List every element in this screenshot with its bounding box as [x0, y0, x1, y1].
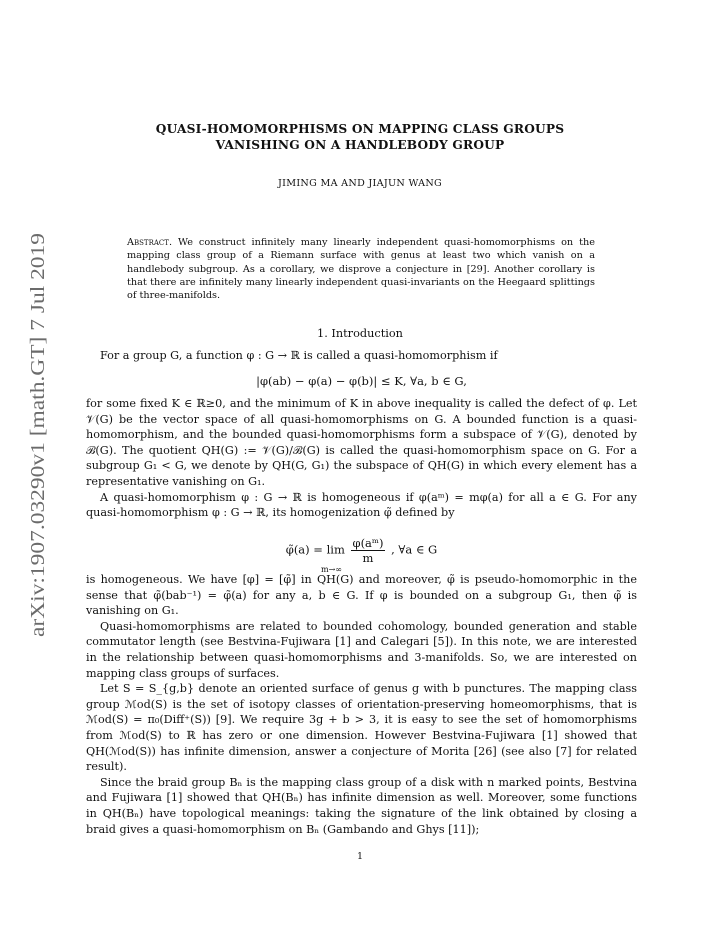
- arxiv-identifier-text: arXiv:1907.03290v1 [math.GT] 7 Jul 2019: [27, 292, 49, 637]
- equation-1: |φ(ab) − φ(a) − φ(b)| ≤ K, ∀a, b ∈ G,: [256, 374, 467, 388]
- paragraph-7-text: Since the braid group Bₙ is the mapping class group of a disk with n marked points, Bestvina and Fujiwara [1] showed that QH(Bₙ) has infinite dimension as well. Moreover, some functions in QH(Bₙ) have topological meanings: taking the signature of the link obtained by closing a braid gives a quasi-homomorphism on Bₙ (Gambando and Ghys [11]);: [86, 775, 637, 836]
- authors: JIMING MA AND JIAJUN WANG: [277, 178, 443, 189]
- paragraph-5-text: Quasi-homomorphisms are related to bounded cohomology, bounded generation and stable commutator length (see Bestvina-Fujiwara [1] and Calegari [5]). In this note, we are interested in the relationship between quasi-homomorphisms and 3-manifolds. So, we are interested on mapping class groups of surfaces.: [86, 619, 637, 680]
- abstract-text: We construct infinitely many linearly independent quasi-homomorphisms on the mapping class group of a Riemann surface with genus at least two which vanish on a handlebody subgroup. As a corollary, we disprove a conjecture in [29]. Another corollary is that there are infinitely many linearly independent quasi-invariants on the Heegaard splittings of three-manifolds.: [127, 237, 595, 302]
- page-number: 1: [356, 851, 364, 862]
- paragraph-4-text: is homogeneous. We have [φ] = [φ̃] in QH(G) and moreover, φ̃ is pseudo-homomorphic in the sense that φ̃(bab⁻¹) = φ̃(a) for any a, b ∈ G. If φ is bounded on a subgroup G₁, then φ̃ is vanishing on G₁.: [86, 573, 637, 618]
- paragraph-2-text: for some fixed K ∈ ℝ≥0, and the minimum of K in above inequality is called the defect of φ. Let 𝒱(G) be the vector space of all quasi-homomorphisms on G. A bounded function is a quasi-homomorphism, and the bounded quasi-homomorphisms form a subspace of 𝒱(G), denoted by ℬ(G). The quotient QH(G) := 𝒱(G)/ℬ(G) is called the quasi-homomorphism space on G. For a subgroup G₁ < G, we denote by QH(G, G₁) the subspace of QH(G) in which every element has a representative vanishing on G₁.: [86, 397, 637, 488]
- eq2-limit-subscript: m→∞: [321, 565, 342, 574]
- paragraph-2: [86, 396, 637, 521]
- eq2-rhs: , ∀a ∈ G: [391, 542, 438, 557]
- paragraph-3-text: A quasi-homomorphism φ : G → ℝ is homogeneous if φ(aᵐ) = mφ(a) for all a ∈ G. For any quasi-homomorphism φ : G → ℝ, its homogenization φ̃ defined by: [86, 490, 637, 520]
- eq2-fraction: [351, 536, 386, 565]
- abstract-label: Abstract.: [127, 237, 173, 248]
- paragraph-1: [86, 348, 637, 364]
- paragraph-6-text: Let S = S_{g,b} denote an oriented surface of genus g with b punctures. The mapping class group ℳod(S) is the set of isotopy classes of orientation-preserving homeomorphisms, that is ℳod(S) = π₀(Diff⁺(S)) [9]. We require 3g + b > 3, it is easy to see the set of homomorphisms from ℳod(S) to ℝ has zero or one dimension. However Bestvina-Fujiwara [1] showed that QH(ℳod(S)) has infinite dimension, answer a conjecture of Morita [26] (see also [7] for related result).: [86, 682, 637, 774]
- abstract: [127, 236, 595, 302]
- eq2-numerator: φ(aᵐ): [352, 536, 384, 550]
- paragraph-1-text: For a group G, a function φ : G → ℝ is called a quasi-homomorphism if: [100, 349, 498, 362]
- section-heading: 1. Introduction: [317, 327, 403, 340]
- equation-2: [86, 536, 637, 574]
- eq2-denominator: m: [362, 551, 374, 565]
- title-line-1: QUASI-HOMOMORPHISMS ON MAPPING CLASS GROUPS: [155, 122, 565, 136]
- paper-title: [90, 121, 630, 153]
- paragraph-4: [86, 572, 637, 837]
- arxiv-identifier: [22, 225, 52, 645]
- eq2-lhs: φ̃(a) = lim: [285, 542, 345, 557]
- title-line-2: VANISHING ON A HANDLEBODY GROUP: [215, 138, 505, 152]
